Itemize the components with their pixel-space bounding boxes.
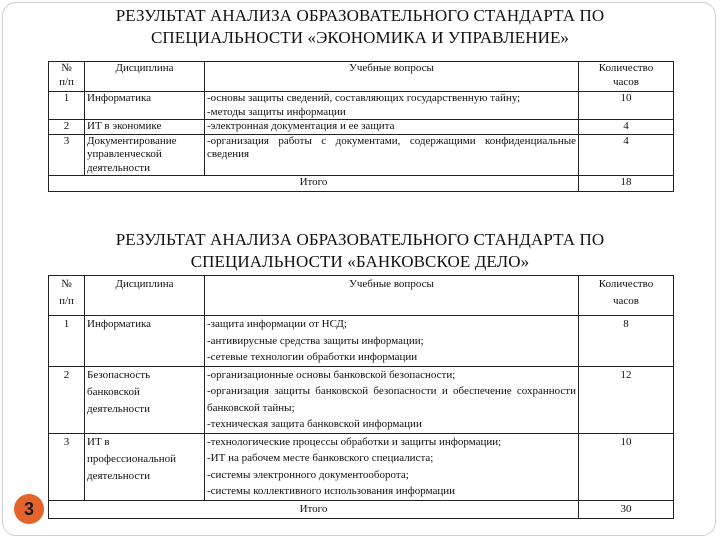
header-num-line1: № (61, 62, 72, 74)
discipline-line: Безопасность (87, 368, 151, 381)
row-number: 1 (49, 92, 85, 120)
header-discipline: Дисциплина (85, 276, 205, 316)
table-header-row (49, 276, 674, 316)
discipline-line: управленческой (87, 148, 162, 160)
row-hours: 4 (579, 120, 674, 135)
header-hours-line1: Количество (598, 278, 654, 290)
question-item: -сетевые технологии обработки информации (207, 351, 418, 363)
total-hours: 18 (579, 176, 674, 192)
table-row (49, 366, 674, 433)
header-questions: Учебные вопросы (205, 276, 579, 316)
row-number: 2 (49, 366, 85, 433)
table-row (49, 134, 674, 176)
discipline-line: деятельности (87, 469, 150, 482)
header-hours-line2: часов (613, 295, 639, 307)
header-hours (579, 276, 674, 316)
question-item: -организационные основы банковской безопасности; (207, 368, 456, 381)
row-questions (205, 134, 579, 176)
discipline-line: банковской (87, 385, 140, 398)
row-number: 3 (49, 433, 85, 500)
table-total-row (49, 176, 674, 192)
total-label: Итого (49, 176, 579, 192)
question-item: -ИТ на рабочем месте банковского специалиста; (207, 452, 434, 464)
question-item: -методы защиты информации (207, 105, 346, 118)
question-item: -системы коллективного использования информации (207, 485, 456, 497)
table1-title-line2: СПЕЦИАЛЬНОСТИ «ЭКОНОМИКА И УПРАВЛЕНИЕ» (150, 28, 570, 47)
header-discipline: Дисциплина (85, 62, 205, 92)
question-item: -техническая защита банковской информации (207, 418, 422, 430)
row-questions (205, 316, 579, 367)
total-label: Итого (49, 500, 579, 518)
row-hours: 8 (579, 316, 674, 367)
question-item: -основы защиты сведений, составляющих государственную тайну; (207, 92, 521, 104)
row-discipline (85, 316, 205, 367)
row-hours: 12 (579, 366, 674, 433)
table2-title (60, 229, 660, 273)
table-row (49, 120, 674, 135)
table-total-row (49, 500, 674, 518)
discipline-line: профессиональной (87, 452, 176, 465)
table2-body (49, 316, 674, 501)
row-discipline (85, 92, 205, 120)
header-num-line1: № (61, 278, 72, 290)
header-num-line2: п/п (59, 75, 74, 88)
question-item: -антивирусные средства защиты информации; (207, 334, 424, 347)
slide-number-badge: 3 (14, 494, 44, 524)
row-questions (205, 366, 579, 433)
question-item: -системы электронного документооборота; (207, 468, 409, 481)
row-questions (205, 92, 579, 120)
header-hours-line1: Количество (598, 62, 654, 74)
table-banking (48, 275, 674, 519)
row-discipline (85, 366, 205, 433)
table-header-row (49, 62, 674, 92)
row-discipline (85, 120, 205, 135)
discipline-line: ИТ в (87, 435, 110, 448)
table1-title (60, 5, 660, 49)
discipline-line: Информатика (87, 92, 152, 104)
question-item: -электронная документация и ее защита (207, 120, 395, 132)
discipline-line: деятельности (87, 402, 150, 415)
header-hours-line2: часов (613, 75, 639, 88)
row-number: 2 (49, 120, 85, 135)
table-row (49, 92, 674, 120)
row-number: 1 (49, 316, 85, 367)
header-hours (579, 62, 674, 92)
question-item: -организация защиты банковской безопасности и обеспечение сохранности банковской тайны; (207, 385, 576, 414)
row-questions (205, 120, 579, 135)
discipline-line: ИТ в экономике (87, 120, 162, 132)
header-num-line2: п/п (59, 295, 74, 307)
header-questions: Учебные вопросы (205, 62, 579, 92)
row-hours: 4 (579, 134, 674, 176)
question-item: -технологические процессы обработки и защиты информации; (207, 435, 502, 448)
question-item: -защита информации от НСД; (207, 318, 347, 330)
table1-body (49, 92, 674, 176)
row-hours: 10 (579, 92, 674, 120)
table1-title-line1: РЕЗУЛЬТАТ АНАЛИЗА ОБРАЗОВАТЕЛЬНОГО СТАНДАРТА ПО (115, 6, 605, 25)
discipline-line: Информатика (87, 318, 152, 330)
question-item: -организация работы с документами, содержащими конфиденциальные сведения (207, 134, 576, 160)
header-num (49, 62, 85, 92)
row-discipline (85, 433, 205, 500)
discipline-line: деятельности (87, 161, 150, 174)
discipline-line: Документирование (87, 134, 177, 147)
total-hours: 30 (579, 500, 674, 518)
table2-title-line1: РЕЗУЛЬТАТ АНАЛИЗА ОБРАЗОВАТЕЛЬНОГО СТАНДАРТА ПО (115, 230, 605, 249)
row-number: 3 (49, 134, 85, 176)
row-discipline (85, 134, 205, 176)
row-questions (205, 433, 579, 500)
row-hours: 10 (579, 433, 674, 500)
table-row (49, 316, 674, 367)
table-economics (48, 61, 674, 192)
table2-title-line2: СПЕЦИАЛЬНОСТИ «БАНКОВСКОЕ ДЕЛО» (190, 252, 530, 271)
header-num (49, 276, 85, 316)
table-row (49, 433, 674, 500)
